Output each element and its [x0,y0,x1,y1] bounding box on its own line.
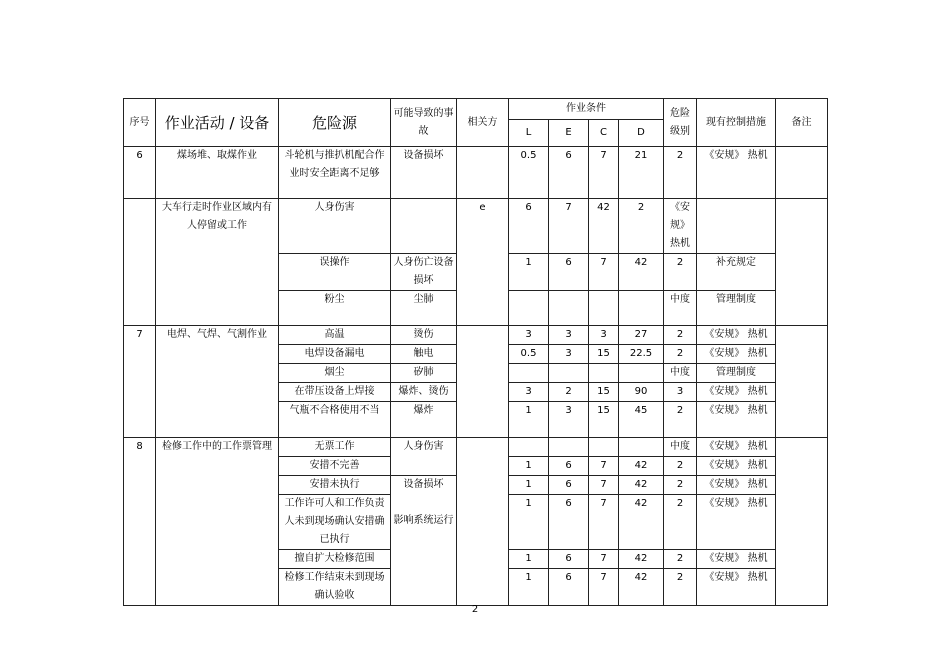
measures-cell: 《安规》 热机 [697,326,776,345]
accident-cell [391,199,457,254]
d-cell: 42 [619,476,664,495]
e-cell: 7 [549,199,589,254]
hazard-cell: 斗轮机与推扒机配合作业时安全距离不足够 [279,147,391,199]
c-cell: 7 [589,495,619,550]
e-cell: 6 [549,457,589,476]
hazard-cell: 无票工作 [279,438,391,457]
header-c: C [589,120,619,147]
party-cell [457,147,509,199]
activity-cell: 大车行走时作业区域内有人停留或工作 [156,199,279,326]
header-measures: 现有控制措施 [697,99,776,147]
measures-cell: 《安规》 热机 [697,345,776,364]
c-cell: 15 [589,345,619,364]
l-cell: 1 [509,550,549,569]
party-cell [457,326,509,438]
e-cell: 6 [549,476,589,495]
c-cell: 7 [589,550,619,569]
accident-cell: 矽肺 [391,364,457,383]
measures-cell: 《安规》 热机 [697,147,776,199]
level-cell: 2 [664,147,697,199]
notes-cell [776,147,828,199]
level-cell: 2 [664,569,697,606]
d-cell: 42 [619,495,664,550]
spacer [393,494,454,512]
l-cell: 0.5 [509,147,549,199]
c-cell: 15 [589,402,619,438]
level-cell: 2 [664,495,697,550]
l-cell: 6 [509,199,549,254]
risk-assessment-table [123,98,828,606]
accident-cell: 爆炸 [391,402,457,438]
c-cell: 15 [589,383,619,402]
e-cell [549,291,589,326]
d-cell: 42 [619,254,664,291]
activity-cell: 检修工作中的工作票管理 [156,438,279,606]
hazard-cell: 高温 [279,326,391,345]
hazard-cell: 粉尘 [279,291,391,326]
c-cell: 3 [589,326,619,345]
e-cell: 6 [549,569,589,606]
level-cell: 2 [664,476,697,495]
header-level: 危险级别 [664,99,697,147]
e-cell: 2 [549,383,589,402]
e-cell [549,438,589,457]
header-d: D [619,120,664,147]
accident-text: 设备损坏 [403,479,444,490]
d-cell [619,291,664,326]
d-cell: 90 [619,383,664,402]
accident-cell: 触电 [391,345,457,364]
table-row [124,199,828,254]
hazard-cell: 电焊设备漏电 [279,345,391,364]
party-cell: e [457,199,509,326]
e-cell: 6 [549,147,589,199]
d-cell: 22.5 [619,345,664,364]
accident-text: 影响系统运行 [393,515,454,526]
d-cell: 2 [619,199,664,254]
hazard-cell: 安措未执行 [279,476,391,495]
c-cell: 7 [589,476,619,495]
e-cell: 6 [549,495,589,550]
hazard-cell: 检修工作结束未到现场确认验收 [279,569,391,606]
hazard-cell: 人身伤害 [279,199,391,254]
measures-cell: 《安规》 热机 [697,569,776,606]
e-cell: 6 [549,254,589,291]
table-row [124,147,828,199]
l-cell: 1 [509,476,549,495]
c-cell: 42 [589,199,619,254]
accident-cell: 人身伤亡设备损坏 [391,254,457,291]
notes-cell [776,438,828,606]
hazard-cell: 擅自扩大检修范围 [279,550,391,569]
hazard-cell: 误操作 [279,254,391,291]
d-cell: 27 [619,326,664,345]
hazard-cell: 气瓶不合格使用不当 [279,402,391,438]
c-cell: 7 [589,457,619,476]
c-cell: 7 [589,569,619,606]
d-cell: 45 [619,402,664,438]
level-cell: 中度 [664,364,697,383]
level-cell: 2 [664,345,697,364]
l-cell [509,364,549,383]
hazard-cell: 工作许可人和工作负责人未到现场确认安措确已执行 [279,495,391,550]
measures-cell: 管理制度 [697,364,776,383]
header-party: 相关方 [457,99,509,147]
measures-cell: 《安规》 热机 [697,457,776,476]
notes-cell [776,326,828,438]
activity-cell: 煤场堆、取煤作业 [156,147,279,199]
seq-cell [124,199,156,326]
level-cell: 2 [664,402,697,438]
hazard-cell: 安措不完善 [279,457,391,476]
level-cell: 中度 [664,438,697,457]
l-cell [509,438,549,457]
page-number: 2 [471,604,479,615]
header-hazard: 危险源 [279,99,391,147]
measures-cell: 管理制度 [697,291,776,326]
c-cell: 7 [589,147,619,199]
e-cell: 3 [549,402,589,438]
header-conditions: 作业条件 [509,99,664,120]
measures-cell: 《安规》 热机 [697,438,776,457]
l-cell: 1 [509,254,549,291]
measures-cell [697,199,776,254]
seq-cell: 6 [124,147,156,199]
d-cell: 42 [619,457,664,476]
l-cell: 3 [509,383,549,402]
l-cell: 1 [509,457,549,476]
accident-cell: 烫伤 [391,326,457,345]
header-l: L [509,120,549,147]
l-cell: 1 [509,495,549,550]
header-accident: 可能导致的事故 [391,99,457,147]
seq-cell: 8 [124,438,156,606]
e-cell: 6 [549,550,589,569]
l-cell: 0.5 [509,345,549,364]
c-cell: 7 [589,254,619,291]
l-cell: 1 [509,402,549,438]
l-cell [509,291,549,326]
d-cell [619,438,664,457]
header-e: E [549,120,589,147]
header-activity: 作业活动 / 设备 [156,99,279,147]
l-cell: 1 [509,569,549,606]
level-cell: 3 [664,383,697,402]
measures-cell: 《安规》 热机 [697,402,776,438]
measures-cell: 《安规》 热机 [697,550,776,569]
hazard-cell: 在带压设备上焊接 [279,383,391,402]
level-cell: 2 [664,457,697,476]
measures-cell: 《安规》 热机 [697,476,776,495]
e-cell [549,364,589,383]
level-cell: 2 [664,326,697,345]
d-cell [619,364,664,383]
hazard-cell: 烟尘 [279,364,391,383]
table-row [124,438,828,457]
measures-cell: 补充规定 [697,254,776,291]
party-cell [457,438,509,606]
d-cell: 21 [619,147,664,199]
accident-cell [391,476,457,606]
level-cell: 2 [664,550,697,569]
header-notes: 备注 [776,99,828,147]
e-cell: 3 [549,345,589,364]
header-seq: 序号 [124,99,156,147]
accident-cell: 尘肺 [391,291,457,326]
level-cell: 2 [664,254,697,291]
d-cell: 42 [619,569,664,606]
measures-cell: 《安规》 热机 [697,383,776,402]
level-cell: 中度 [664,291,697,326]
l-cell: 3 [509,326,549,345]
seq-cell: 7 [124,326,156,438]
d-cell: 42 [619,550,664,569]
c-cell [589,438,619,457]
measures-cell: 《安规》 热机 [697,495,776,550]
accident-cell: 设备损坏 [391,147,457,199]
accident-cell: 爆炸、烫伤 [391,383,457,402]
c-cell [589,291,619,326]
notes-cell [776,199,828,326]
level-cell: 《安规》热机 [664,199,697,254]
e-cell: 3 [549,326,589,345]
c-cell [589,364,619,383]
activity-cell: 电焊、气焊、气割作业 [156,326,279,438]
table-row [124,326,828,345]
accident-cell: 人身伤害 [391,438,457,476]
